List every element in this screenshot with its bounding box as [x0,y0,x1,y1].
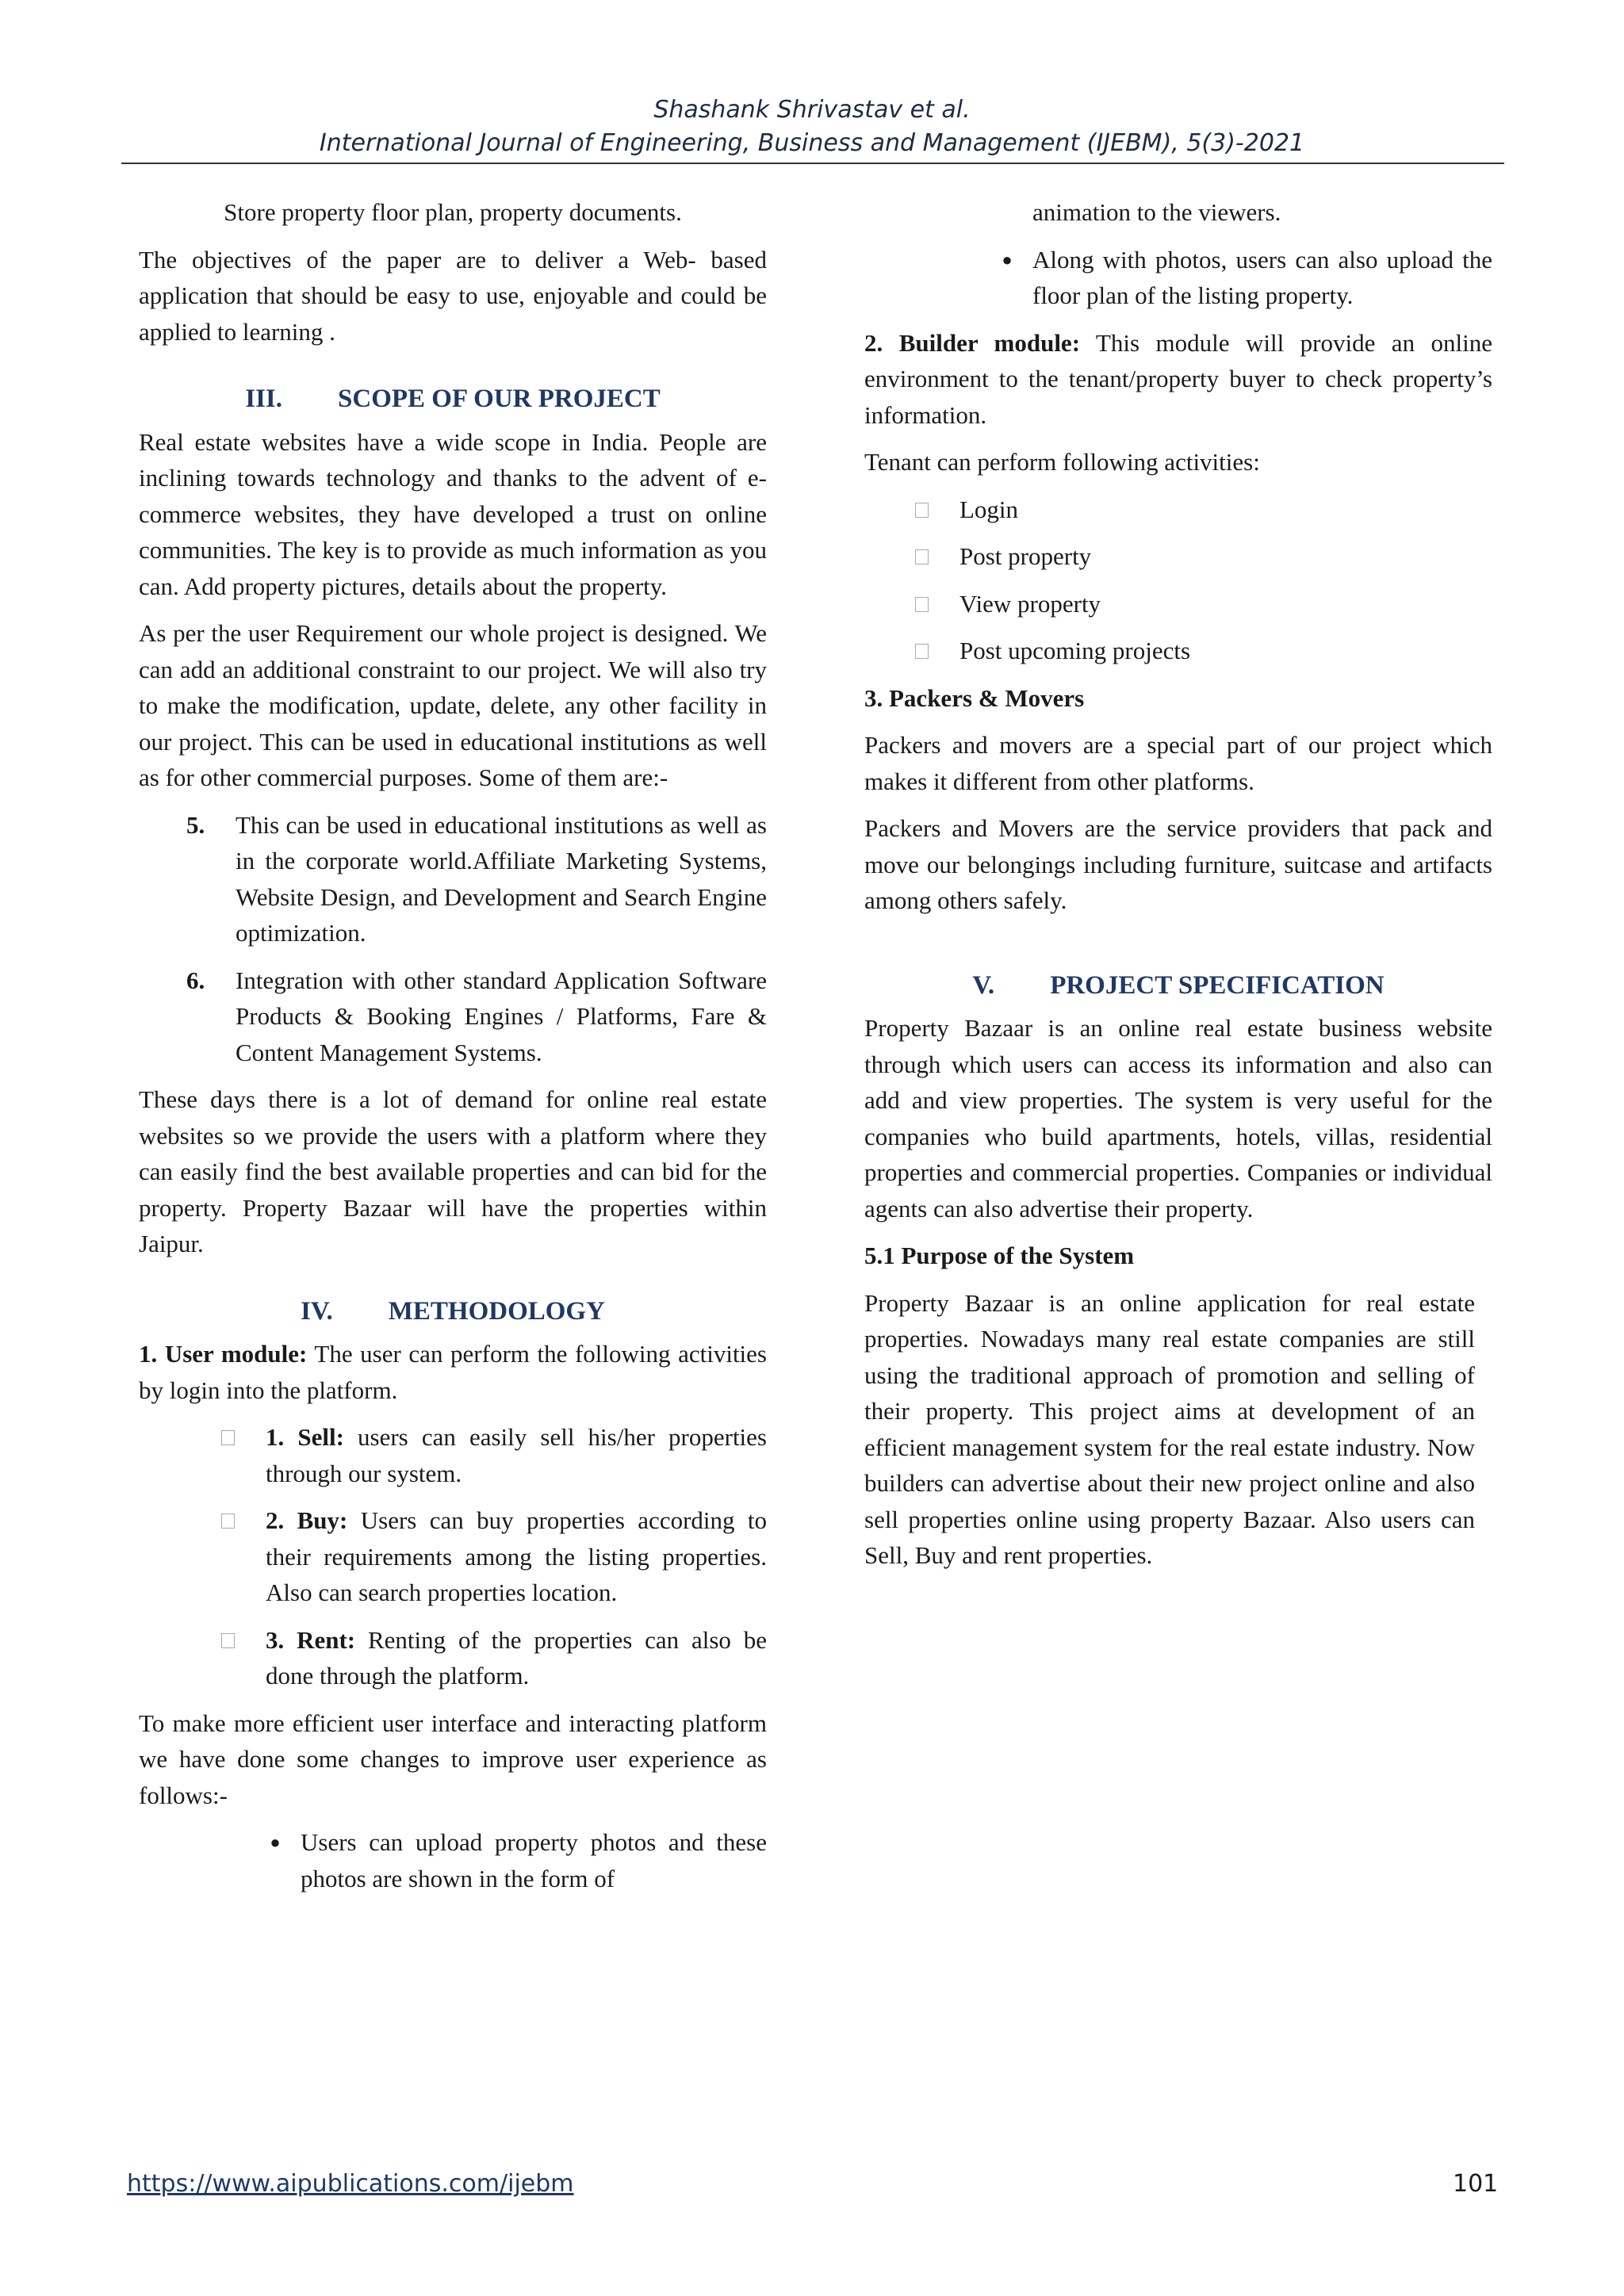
section-heading-scope [139,381,767,418]
bullet-icon: ● [1002,249,1013,270]
paragraph-scope: Real estate websites have a wide scope in India. People are inclining towards technology and thanks to the advent of e-commerce websites, they have developed a trust on online communities. The key is to provide as much information as you can. Add property pictures, details about the property. [139,427,767,600]
right-column [864,194,1492,1585]
list-text: View property [959,589,1101,618]
list-number: 5. [186,810,205,839]
list-number: 6. [186,966,205,994]
list-text: This can be used in educational institutions as well as in the corporate world.Affiliate Marketing Systems, Website Design, and Development and Search Engine optimization. [236,810,767,947]
activity-text: users can easily sell his/her properties through our system. [266,1423,767,1487]
list-item [912,633,1492,669]
bullet-icon: ● [270,1832,281,1852]
list-item [912,586,1492,622]
header-journal: International Journal of Engineering, Business and Management (IJEBM), 5(3)-2021 [319,129,1305,157]
journal-url-link[interactable]: https://www.aipublications.com/ijebm [127,2170,574,2198]
paragraph-floor-plan: Store property floor plan, property documents. [224,198,682,226]
running-header [0,94,1624,160]
list-item [186,807,767,951]
list-item [250,1824,767,1896]
paragraph-ui-changes: To make more efficient user interface and interacting platform we have done some changes to improve user experience as follows:- [139,1709,767,1809]
builder-module-label: 2. Builder module: [864,328,1081,357]
user-module-text: The user can perform the following activities by login into the platform. [139,1340,767,1404]
section-number: V. [972,970,995,1000]
list-item [982,242,1492,314]
section-title: SCOPE OF OUR PROJECT [338,385,661,413]
list-item [912,492,1492,528]
activity-list [139,1419,767,1694]
list-item [218,1622,767,1694]
section-heading-specification [864,968,1492,1004]
paragraph-purpose: Property Bazaar is an online application for real estate properties. Nowadays many real estate companies are still using the traditional approach of promotion and selling of their property. This project aims at development of an efficient management system for the real estate industry. Now builders can advertise about their new project online and also sell properties online using property Bazaar. Also users can Sell, Buy and rent properties. [864,1288,1475,1569]
list-item [218,1502,767,1611]
section-title: METHODOLOGY [388,1296,605,1326]
header-authors: Shashank Shrivastav et al. [653,96,971,124]
paragraph-packers-1: Packers and movers are a special part of our project which makes it different from other platforms. [864,731,1492,795]
paragraph-specification: Property Bazaar is an online real estate business website through which users can access its information and also can add and view properties. The system is very useful for the companies who build apartments, hotels, villas, residential properties and commercial properties. Companies or individual agents can also advertise their property. [864,1014,1492,1223]
paragraph-requirement: As per the user Requirement our whole project is designed. We can add an additional constraint to our project. We will also try to make the modification, update, delete, any other facility in our project. This can be used in educational institutions as well as for other commercial purposes. Some of them are:- [139,619,767,791]
user-module-label: 1. User module: [139,1340,308,1368]
numbered-list [139,807,767,1071]
bullet-text: Along with photos, users can also upload the floor plan of the listing property. [1032,245,1492,309]
paragraph-packers-2: Packers and Movers are the service providers that pack and move our belongings including furniture, suitcase and artifacts among others safely. [864,814,1492,914]
subheading-packers: 3. Packers & Movers [864,683,1085,712]
builder-module-text: This module will provide an online environment to the tenant/property buyer to check property’s information. [864,328,1493,429]
checkbox-square-icon [218,1622,266,1694]
list-text: Login [959,495,1019,523]
tenant-activity-list [864,492,1492,669]
list-text: Post upcoming projects [959,637,1191,664]
checkbox-square-icon [912,492,959,528]
checkbox-square-icon [218,1502,266,1611]
checkbox-square-icon [912,538,959,575]
activity-text: Renting of the properties can also be done through the platform. [266,1625,767,1689]
activity-text: Users can buy properties according to their requirements among the listing properties. Also can search properties location. [266,1506,767,1606]
paragraph-builder-module [864,325,1492,434]
activity-label: 2. Buy: [266,1506,348,1534]
bullet-continuation: animation to the viewers. [1032,198,1281,226]
list-text: Post property [959,542,1092,570]
activity-label: 3. Rent: [266,1625,356,1654]
list-item [912,538,1492,575]
paragraph-user-module [139,1336,767,1408]
list-item [218,1419,767,1491]
paragraph-objectives: The objectives of the paper are to deliver a Web- based application that should be easy to use, enjoyable and could be applied to learning . [139,245,767,346]
left-column [139,194,767,1908]
section-heading-methodology [139,1294,767,1330]
activity-label: 1. Sell: [266,1423,344,1451]
list-item [186,962,767,1071]
section-number: IV. [301,1296,333,1326]
bullet-text: Users can upload property photos and these photos are shown in the form of [301,1828,767,1892]
bullet-list [250,1824,767,1896]
subheading-purpose: 5.1 Purpose of the System [864,1242,1135,1269]
paragraph-demand: These days there is a lot of demand for online real estate websites so we provide the users with a platform where they can easily find the best available properties and can bid for the property. Property Bazaar will have the properties within Jaipur. [139,1085,767,1257]
section-number: III. [245,385,283,413]
header-rule [121,163,1504,164]
page-number: 101 [1453,2170,1499,2198]
list-text: Integration with other standard Application Software Products & Booking Engines / Platforms, Fare & Content Management Systems. [236,966,767,1066]
checkbox-square-icon [218,1419,266,1491]
checkbox-square-icon [912,586,959,622]
bullet-list [982,242,1492,314]
checkbox-square-icon [912,633,959,669]
paragraph-tenant-intro: Tenant can perform following activities: [864,448,1260,476]
section-title: PROJECT SPECIFICATION [1050,970,1385,1000]
